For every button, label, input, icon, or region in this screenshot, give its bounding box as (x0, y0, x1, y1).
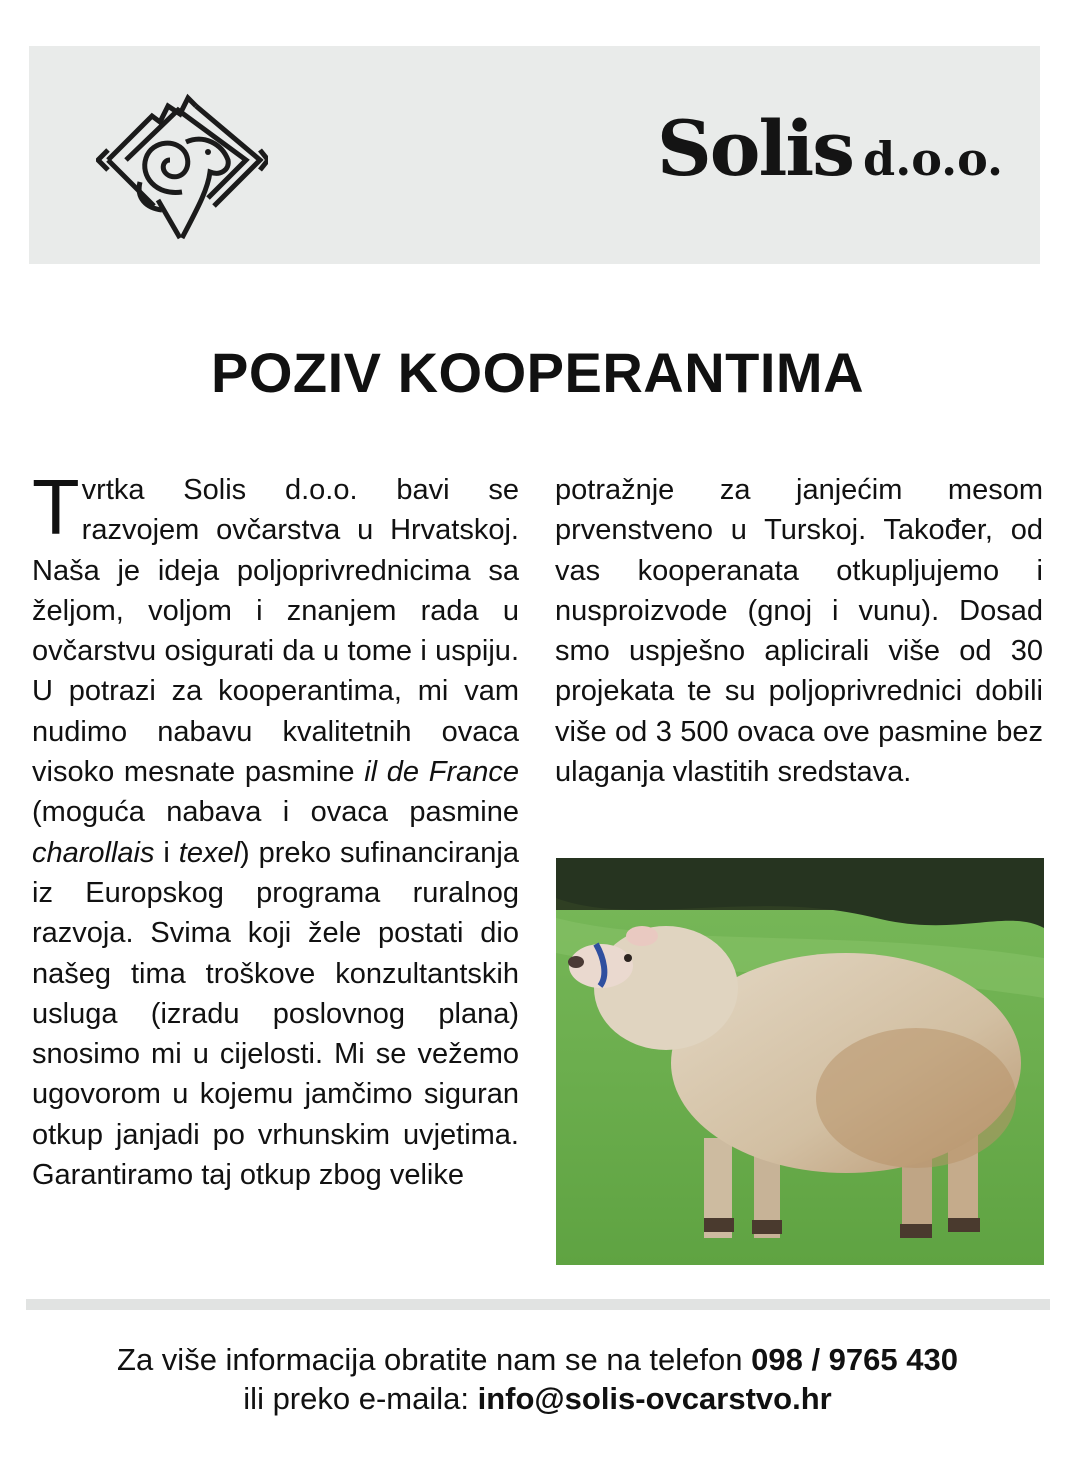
breed-name-ildefrance: il de France (364, 756, 520, 789)
ram-on-grass-photo (556, 858, 1044, 1265)
breed-name-charollais: charollais (32, 836, 155, 869)
article-column-left (32, 463, 520, 1195)
text-segment: vrtka Solis d.o.o. bavi se razvojem ovčarstva u Hrvatskoj. Naša je ideja poljoprivrednicima sa željom, voljom i znanjem rada u ovčarstvu osigurati da u tome i uspiju. U potrazi za kooperantima, mi vam nudimo nabavu kvalitetnih ovaca visoko mesnate pasmine (32, 474, 519, 789)
contact-phone-label: Za više informacija obratite nam se na telefon (117, 1342, 752, 1377)
breed-name-texel: texel (178, 836, 241, 869)
drop-cap: T (32, 463, 80, 551)
contact-line-phone (0, 1340, 1075, 1379)
brand-suffix: d.o.o. (863, 132, 1003, 186)
article-column-right (555, 470, 1043, 792)
text-segment: (moguća nabava i ovaca pasmine (32, 796, 519, 829)
page-title: POZIV KOOPERANTIMA (210, 341, 865, 404)
phone-number: 098 / 9765 430 (751, 1342, 958, 1377)
contact-line-email (0, 1379, 1075, 1418)
text-segment: i (154, 836, 179, 869)
brand-name: Solis (656, 104, 854, 193)
article-paragraph-right: potražnje za janjećim mesom prvenstveno u Turskoj. Također, od vas kooperanata otkupljujemo i nusproizvode (gnoj i vunu). Dosad smo uspješno aplicirali više od 30 projekata te su poljoprivrednici dobili više od 3 500 ovaca ove pasmine bez ulaganja vlastitih sredstava. (555, 474, 1043, 789)
contact-footer (0, 1340, 1075, 1418)
email-address: info@solis-ovcarstvo.hr (477, 1381, 832, 1416)
footer-divider (26, 1299, 1050, 1310)
contact-email-label: ili preko e-maila: (243, 1381, 478, 1416)
sheep-head-diamond-logo-icon (96, 72, 268, 240)
brand-wordmark (657, 104, 1003, 193)
article-paragraph-left (32, 463, 520, 1195)
text-segment: ) preko sufinanciranja iz Europskog programa ruralnog razvoja. Svima koji žele postati dio našeg tima troškove konzultantskih usluga (izradu poslovnog plana) snosimo mi u cijelosti. Mi se vežemo ugovorom u kojemu jamčimo siguran otkup janjadi po vrhunskim uvjetima. Garantiramo taj otkup zbog velike (32, 836, 519, 1192)
